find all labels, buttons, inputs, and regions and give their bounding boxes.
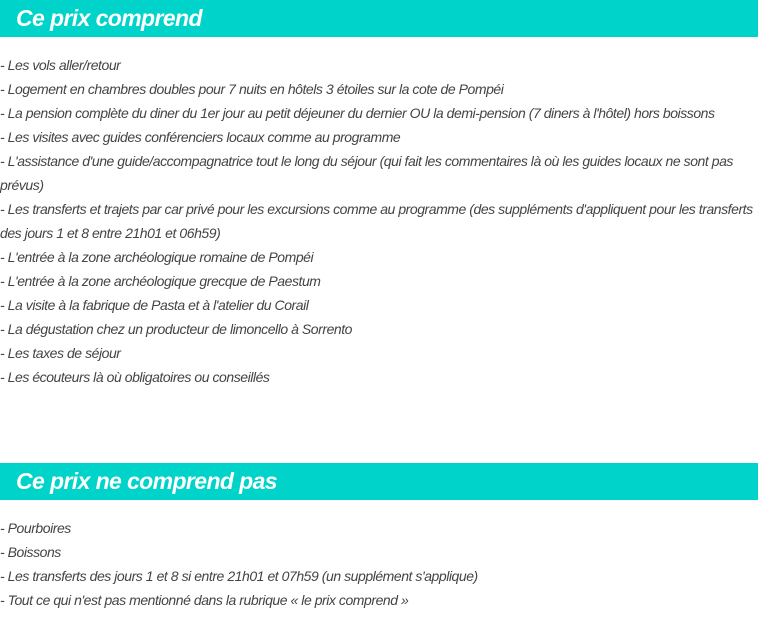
section-heading: Ce prix ne comprend pas (0, 463, 758, 500)
price-excludes-section (0, 463, 758, 612)
list-item: - Les taxes de séjour (0, 345, 121, 361)
list-item: - Tout ce qui n'est pas mentionné dans la rubrique « le prix comprend » (0, 592, 409, 608)
list-item: - Boissons (0, 544, 61, 560)
list-item: - La dégustation chez un producteur de limoncello à Sorrento (0, 321, 353, 337)
list-item: - Les écouteurs là où obligatoires ou conseillés (0, 369, 270, 385)
list-item: - La pension complète du diner du 1er jour au petit déjeuner du dernier OU la demi-pension (7 diners à l'hôtel) hors boissons (0, 105, 715, 121)
includes-list (0, 53, 758, 389)
list-item: - Les transferts des jours 1 et 8 si entre 21h01 et 07h59 (un supplément s'applique) (0, 568, 478, 584)
list-item: - Les transferts et trajets par car privé pour les excursions comme au programme (des suppléments d'appliquent pour les transferts des jours 1 et 8 entre 21h01 et 06h59) (0, 201, 753, 241)
list-item: - L'entrée à la zone archéologique romaine de Pompéi (0, 249, 314, 265)
list-item: - L'assistance d'une guide/accompagnatrice tout le long du séjour (qui fait les commentaires là où les guides locaux ne sont pas prévus) (0, 153, 733, 193)
excludes-list (0, 516, 758, 612)
list-item: - Les visites avec guides conférenciers locaux comme au programme (0, 129, 401, 145)
section-heading: Ce prix comprend (0, 0, 758, 37)
list-item: - L'entrée à la zone archéologique grecque de Paestum (0, 273, 321, 289)
list-item: - Les vols aller/retour (0, 57, 121, 73)
list-item: - Logement en chambres doubles pour 7 nuits en hôtels 3 étoiles sur la cote de Pompéi (0, 81, 504, 97)
list-item: - La visite à la fabrique de Pasta et à l'atelier du Corail (0, 297, 309, 313)
list-item: - Pourboires (0, 520, 71, 536)
